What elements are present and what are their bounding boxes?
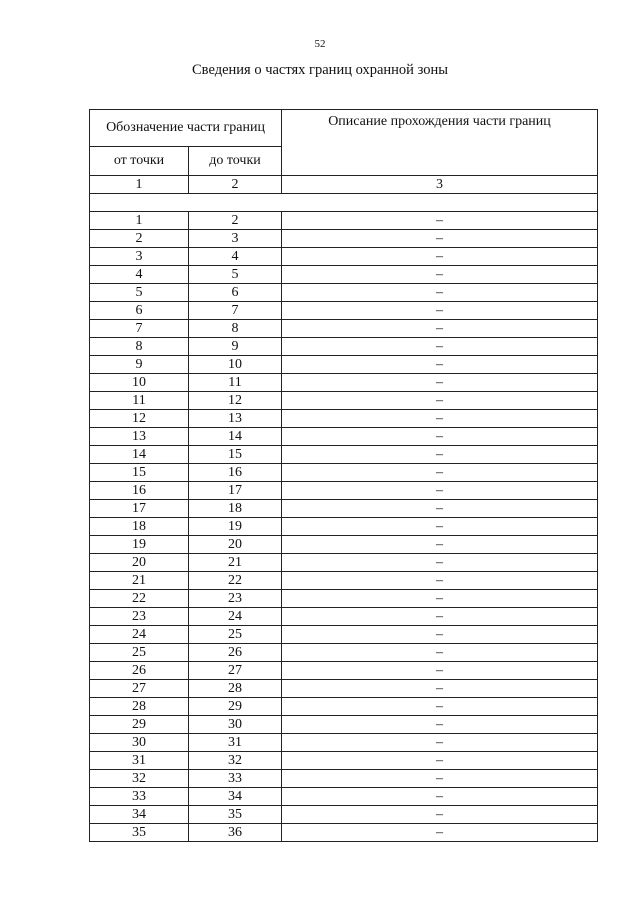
cell-to-point: 17 (189, 482, 282, 500)
cell-to-point: 12 (189, 392, 282, 410)
cell-from-point: 33 (90, 788, 189, 806)
cell-description: – (282, 716, 598, 734)
cell-to-point: 29 (189, 698, 282, 716)
table-row (90, 302, 598, 320)
cell-to-point: 9 (189, 338, 282, 356)
table-row (90, 374, 598, 392)
cell-description: – (282, 284, 598, 302)
table-row (90, 698, 598, 716)
cell-description: – (282, 806, 598, 824)
cell-to-point: 36 (189, 824, 282, 842)
cell-description: – (282, 464, 598, 482)
cell-description: – (282, 482, 598, 500)
table-row (90, 536, 598, 554)
cell-description: – (282, 320, 598, 338)
cell-from-point: 34 (90, 806, 189, 824)
cell-from-point: 28 (90, 698, 189, 716)
cell-from-point: 1 (90, 212, 189, 230)
cell-to-point: 34 (189, 788, 282, 806)
cell-description: – (282, 500, 598, 518)
cell-description: – (282, 770, 598, 788)
boundary-parts-table (89, 109, 598, 842)
cell-to-point: 10 (189, 356, 282, 374)
cell-from-point: 22 (90, 590, 189, 608)
cell-to-point: 25 (189, 626, 282, 644)
cell-from-point: 17 (90, 500, 189, 518)
table-row (90, 590, 598, 608)
cell-description: – (282, 734, 598, 752)
cell-from-point: 6 (90, 302, 189, 320)
cell-description: – (282, 518, 598, 536)
cell-description: – (282, 698, 598, 716)
cell-from-point: 24 (90, 626, 189, 644)
page-number: 52 (314, 38, 326, 50)
cell-description: – (282, 590, 598, 608)
cell-from-point: 21 (90, 572, 189, 590)
cell-to-point: 8 (189, 320, 282, 338)
header-from-point: от точки (90, 147, 189, 176)
cell-description: – (282, 266, 598, 284)
cell-description: – (282, 752, 598, 770)
column-number-1: 1 (90, 176, 189, 194)
table-row (90, 554, 598, 572)
cell-from-point: 16 (90, 482, 189, 500)
table-row (90, 752, 598, 770)
table-row (90, 320, 598, 338)
table-row (90, 284, 598, 302)
cell-to-point: 3 (189, 230, 282, 248)
table-row (90, 230, 598, 248)
cell-description: – (282, 572, 598, 590)
table-row (90, 572, 598, 590)
cell-description: – (282, 230, 598, 248)
table-row (90, 446, 598, 464)
cell-from-point: 12 (90, 410, 189, 428)
table-row (90, 500, 598, 518)
cell-description: – (282, 392, 598, 410)
cell-to-point: 32 (189, 752, 282, 770)
header-to-point: до точки (189, 147, 282, 176)
cell-description: – (282, 212, 598, 230)
empty-section-row (90, 194, 598, 212)
cell-description: – (282, 644, 598, 662)
table-row (90, 788, 598, 806)
cell-description: – (282, 554, 598, 572)
cell-description: – (282, 428, 598, 446)
table-row (90, 338, 598, 356)
cell-to-point: 13 (189, 410, 282, 428)
cell-description: – (282, 788, 598, 806)
cell-to-point: 6 (189, 284, 282, 302)
cell-to-point: 19 (189, 518, 282, 536)
cell-from-point: 35 (90, 824, 189, 842)
table-row (90, 518, 598, 536)
page-title: Сведения о частях границ охранной зоны (192, 62, 448, 78)
cell-from-point: 20 (90, 554, 189, 572)
table-row (90, 410, 598, 428)
cell-to-point: 23 (189, 590, 282, 608)
cell-to-point: 30 (189, 716, 282, 734)
table-row (90, 644, 598, 662)
cell-from-point: 11 (90, 392, 189, 410)
cell-to-point: 27 (189, 662, 282, 680)
cell-to-point: 20 (189, 536, 282, 554)
cell-to-point: 31 (189, 734, 282, 752)
cell-description: – (282, 824, 598, 842)
table-body (90, 110, 598, 842)
table-row (90, 464, 598, 482)
cell-from-point: 19 (90, 536, 189, 554)
cell-from-point: 18 (90, 518, 189, 536)
cell-from-point: 31 (90, 752, 189, 770)
cell-description: – (282, 680, 598, 698)
table-row (90, 734, 598, 752)
cell-from-point: 8 (90, 338, 189, 356)
table-row (90, 608, 598, 626)
cell-to-point: 26 (189, 644, 282, 662)
cell-to-point: 24 (189, 608, 282, 626)
cell-from-point: 9 (90, 356, 189, 374)
cell-to-point: 2 (189, 212, 282, 230)
table-row (90, 626, 598, 644)
cell-to-point: 28 (189, 680, 282, 698)
cell-to-point: 35 (189, 806, 282, 824)
table-row (90, 212, 598, 230)
cell-description: – (282, 608, 598, 626)
header-boundary-description: Описание прохождения части границ (282, 110, 598, 176)
header-boundary-part-designation: Обозначение части границ (90, 110, 282, 147)
table-row (90, 248, 598, 266)
cell-description: – (282, 248, 598, 266)
cell-to-point: 15 (189, 446, 282, 464)
column-number-row (90, 176, 598, 194)
cell-description: – (282, 356, 598, 374)
cell-from-point: 7 (90, 320, 189, 338)
cell-to-point: 33 (189, 770, 282, 788)
cell-description: – (282, 662, 598, 680)
cell-from-point: 10 (90, 374, 189, 392)
cell-from-point: 2 (90, 230, 189, 248)
cell-description: – (282, 338, 598, 356)
table-row (90, 428, 598, 446)
cell-to-point: 18 (189, 500, 282, 518)
header-row (90, 110, 598, 147)
table-row (90, 662, 598, 680)
cell-from-point: 29 (90, 716, 189, 734)
table-row (90, 482, 598, 500)
cell-description: – (282, 536, 598, 554)
cell-from-point: 25 (90, 644, 189, 662)
cell-from-point: 23 (90, 608, 189, 626)
table-row (90, 680, 598, 698)
cell-description: – (282, 410, 598, 428)
cell-from-point: 5 (90, 284, 189, 302)
cell-to-point: 4 (189, 248, 282, 266)
cell-from-point: 3 (90, 248, 189, 266)
cell-from-point: 13 (90, 428, 189, 446)
cell-from-point: 27 (90, 680, 189, 698)
cell-to-point: 21 (189, 554, 282, 572)
cell-from-point: 15 (90, 464, 189, 482)
table-row (90, 716, 598, 734)
cell-from-point: 14 (90, 446, 189, 464)
column-number-3: 3 (282, 176, 598, 194)
table-row (90, 392, 598, 410)
cell-to-point: 5 (189, 266, 282, 284)
table-row (90, 356, 598, 374)
table-row (90, 806, 598, 824)
cell-description: – (282, 374, 598, 392)
cell-to-point: 22 (189, 572, 282, 590)
cell-from-point: 26 (90, 662, 189, 680)
cell-description: – (282, 446, 598, 464)
empty-section-cell (90, 194, 598, 212)
cell-from-point: 4 (90, 266, 189, 284)
cell-description: – (282, 626, 598, 644)
cell-to-point: 7 (189, 302, 282, 320)
cell-from-point: 32 (90, 770, 189, 788)
table-row (90, 266, 598, 284)
cell-description: – (282, 302, 598, 320)
cell-to-point: 11 (189, 374, 282, 392)
cell-to-point: 16 (189, 464, 282, 482)
cell-from-point: 30 (90, 734, 189, 752)
column-number-2: 2 (189, 176, 282, 194)
table-row (90, 824, 598, 842)
table-row (90, 770, 598, 788)
cell-to-point: 14 (189, 428, 282, 446)
